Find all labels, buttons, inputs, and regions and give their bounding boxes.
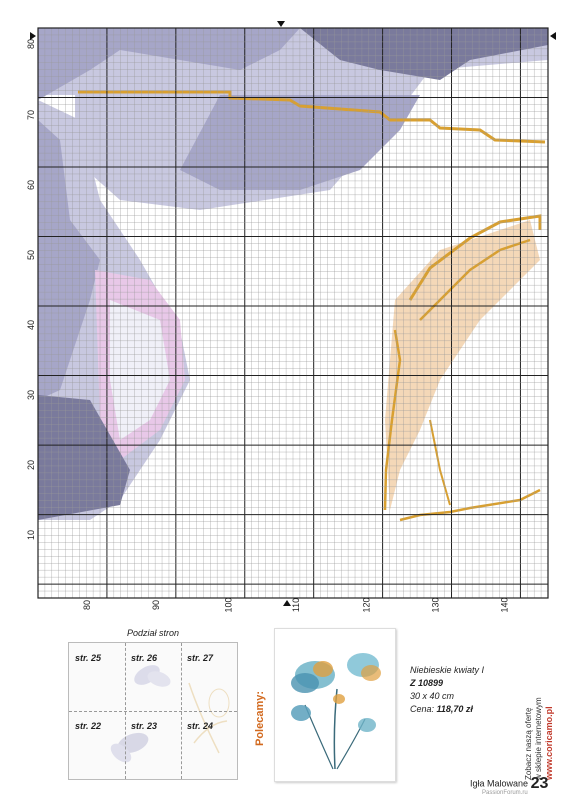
page-cell: str. 25 [75,653,102,663]
product-name: Niebieskie kwiaty I [410,665,485,675]
y-axis-label: 80 [26,38,36,49]
page-cell: str. 27 [187,653,214,663]
product-code: Z 10899 [410,678,444,688]
x-axis-label: 100 [223,597,234,613]
y-axis-label: 10 [26,529,36,540]
x-axis-label: 140 [499,597,510,613]
x-axis-label: 90 [151,599,162,611]
center-marker-top [277,21,285,27]
y-axis-label: 20 [26,459,36,470]
y-axis-label: 50 [26,249,36,260]
center-marker-right [550,32,556,40]
x-axis-label: 120 [361,597,372,613]
page-cell: str. 26 [131,653,158,663]
page-cell: str. 23 [131,721,158,731]
shop-line: w sklepie internetowym [534,697,543,780]
shop-info [524,697,554,780]
page-layout-panel [68,628,238,780]
product-details [410,664,484,716]
page-number: 23 [530,775,549,792]
page-cell: str. 22 [75,721,102,731]
page-layout-title: Podział stron [126,628,180,638]
x-axis-label: 80 [82,599,93,611]
x-axis-label: 130 [430,597,441,613]
y-axis-label: 30 [26,389,36,400]
center-marker-bottom [283,600,291,606]
page-cell: str. 24 [187,721,214,731]
recommend-heading: Polecamy: [254,690,266,746]
y-axis-label: 70 [26,109,36,120]
product-price: Cena: 118,70 zł [410,704,473,714]
recommendation-panel [256,628,564,780]
shop-link[interactable]: www.coricamo.pl [544,706,554,780]
product-image [274,628,396,782]
page-layout-grid [68,642,238,780]
y-axis-label: 60 [26,179,36,190]
shop-line: Zobacz naszą ofertę [524,707,533,780]
y-axis-label: 40 [26,319,36,330]
x-axis-label: 110 [291,597,302,613]
product-size: 30 x 40 cm [410,691,455,701]
blue-flowers-icon [275,629,395,781]
magazine-name: Igła Malowane [470,778,529,789]
watermark: PassionForum.ru [482,790,528,796]
